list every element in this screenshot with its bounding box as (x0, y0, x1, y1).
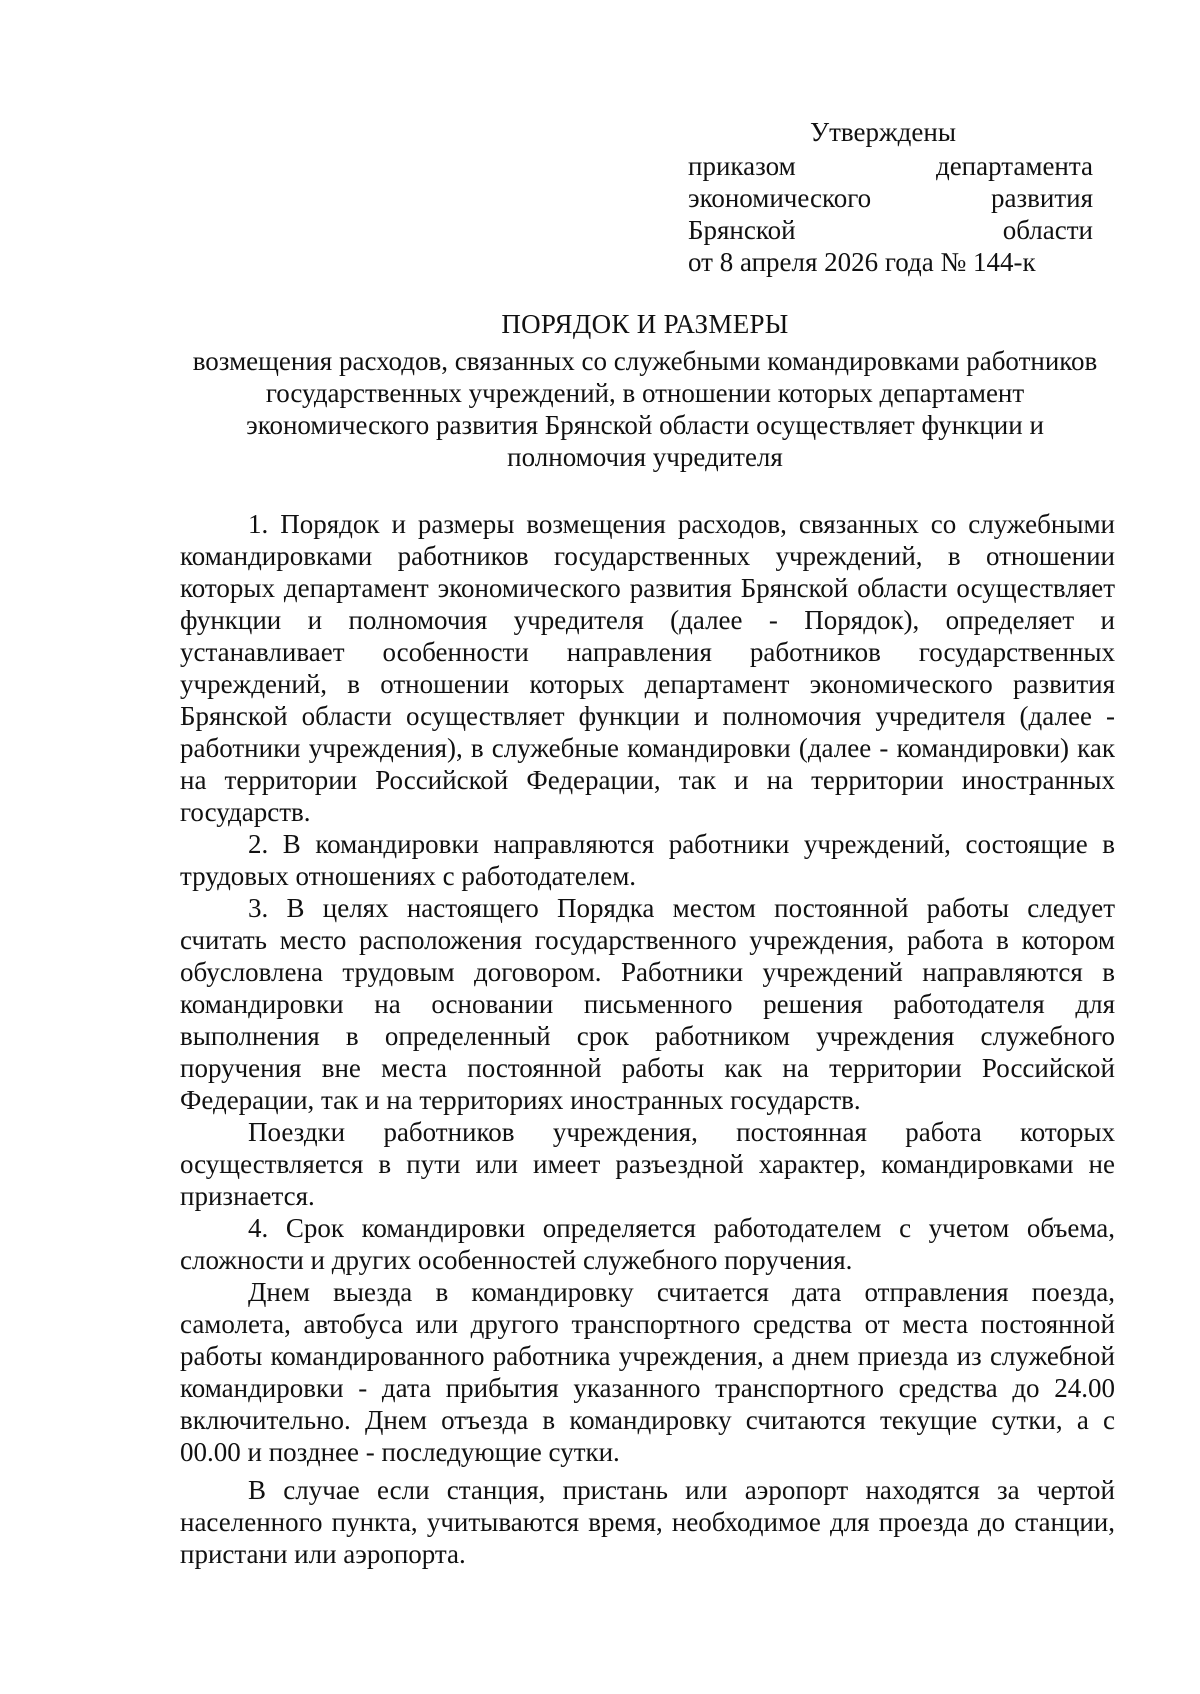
approval-line: Брянской области (688, 215, 1093, 245)
approval-title: Утверждены (810, 117, 956, 147)
approval-line: экономического развития (688, 183, 1093, 213)
paragraph: 2. В командировки направляются работники учреждений, состоящие в трудовых отношениях с работодателем. (180, 829, 1115, 891)
paragraph: 3. В целях настоящего Порядка местом постоянной работы следует считать место расположения государственного учреждения, работа в котором обусловлена трудовым договором. Работники учреждений направляются в командировки на основании письменного решения работодателя для выполнения в определенный срок работником учреждения служебного поручения вне места постоянной работы как на территории Российской Федерации, так и на территориях иностранных государств. (180, 893, 1115, 1115)
paragraph: 4. Срок командировки определяется работодателем с учетом объема, сложности и других особенностей служебного поручения. (180, 1213, 1115, 1275)
document-subtitle: возмещения расходов, связанных со служебными командировками работников государственных учреждений, в отношении которых департамент экономического развития Брянской области осуществляет функции и полномочия учредителя (192, 346, 1098, 472)
document-title: ПОРЯДОК И РАЗМЕРЫ (501, 309, 789, 339)
approval-date-line: от 8 апреля 2026 года № 144-к (688, 247, 1036, 277)
paragraph: В случае если станция, пристань или аэропорт находятся за чертой населенного пункта, учитываются время, необходимое для проезда до станции, пристани или аэропорта. (180, 1475, 1115, 1569)
document-heading (180, 307, 1110, 473)
approval-line: приказом департамента (688, 151, 1093, 181)
paragraph: 1. Порядок и размеры возмещения расходов, связанных со служебными командировками работников государственных учреждений, в отношении которых департамент экономического развития Брянской области осуществляет функции и полномочия учредителя (далее - Порядок), определяет и устанавливает особенности направления работников государственных учреждений, в отношении которых департамент экономического развития Брянской области осуществляет функции и полномочия учредителя (далее - работники учреждения), в служебные командировки (далее - командировки) как на территории Российской Федерации, так и на территории иностранных государств. (180, 509, 1115, 827)
document-body (180, 508, 1115, 1570)
paragraph: Поездки работников учреждения, постоянная работа которых осуществляется в пути или имеет разъездной характер, командировками не признается. (180, 1117, 1115, 1211)
approval-block (688, 116, 1093, 278)
paragraph: Днем выезда в командировку считается дата отправления поезда, самолета, автобуса или другого транспортного средства от места постоянной работы командированного работника учреждения, а днем приезда из служебной командировки - дата прибытия указанного транспортного средства до 24.00 включительно. Днем отъезда в командировку считаются текущие сутки, а с 00.00 и позднее - последующие сутки. (180, 1277, 1115, 1467)
